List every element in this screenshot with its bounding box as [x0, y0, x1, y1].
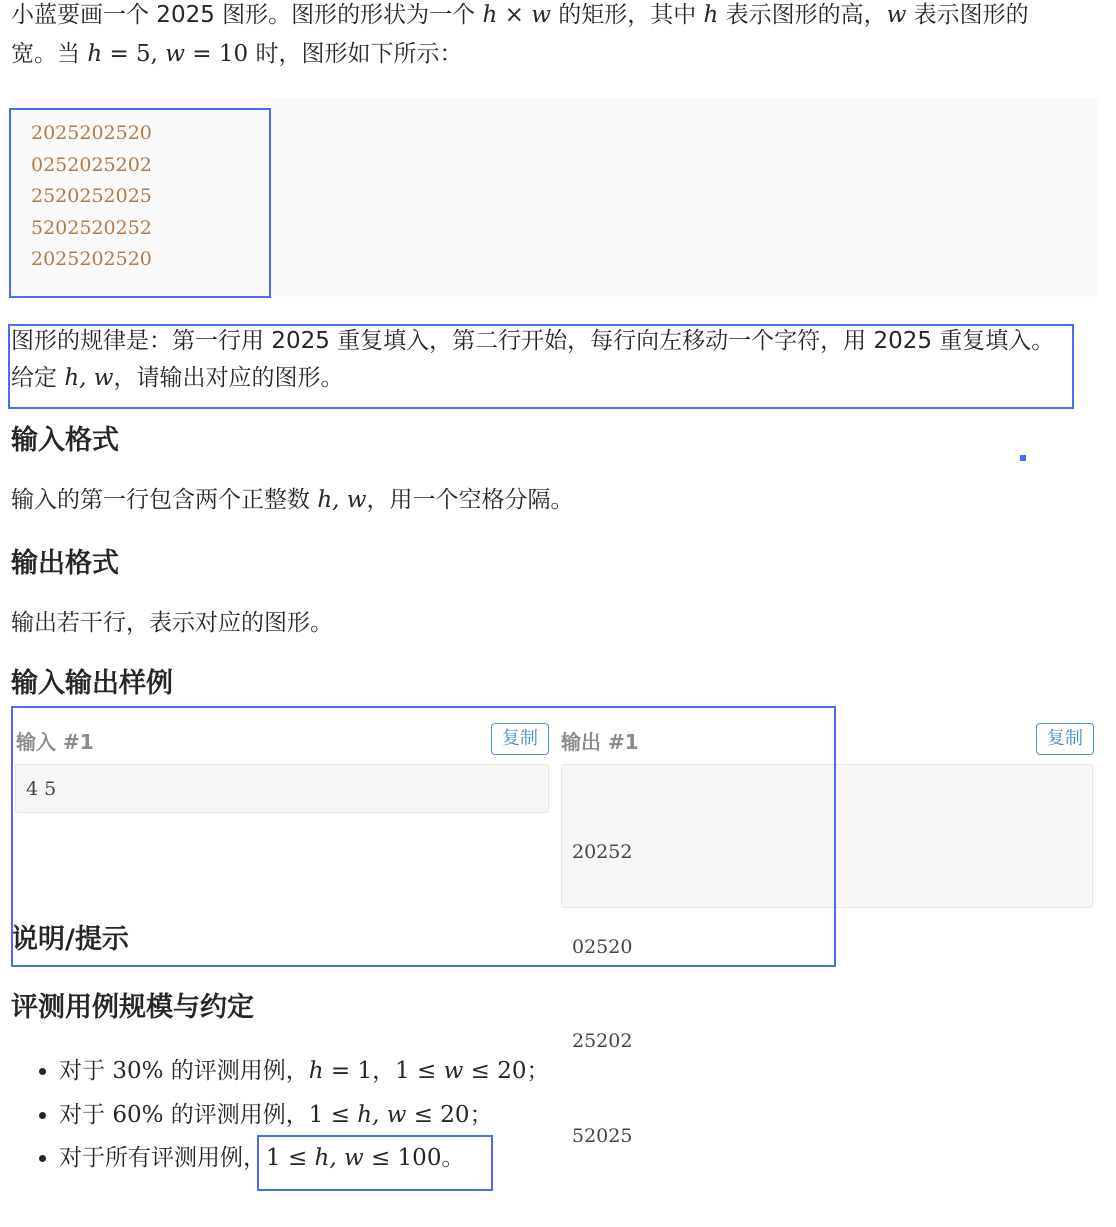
copy-output-button[interactable]: 复制 [1036, 723, 1094, 755]
output-format-text: 输出若干行，表示对应的图形。 [11, 610, 333, 636]
output-line: 52025 [572, 1124, 633, 1147]
pattern-code-block [11, 98, 1099, 297]
copy-input-button[interactable]: 复制 [491, 723, 549, 755]
constraints-list [25, 1050, 550, 1181]
pattern-line: 2025202520 [31, 122, 152, 144]
input-format-heading: 输入格式 [11, 425, 119, 456]
input-format-text: 输入的第一行包含两个正整数 h, w，用一个空格分隔。 [11, 487, 574, 513]
output-line: 02520 [572, 935, 633, 958]
list-item: • 对于 60% 的评测用例，1 ≤ h, w ≤ 20； [59, 1094, 550, 1138]
list-item: • 对于所有评测用例，1 ≤ h, w ≤ 100。 [59, 1137, 550, 1181]
intro-line-2: 宽。当 h = 5, w = 10 时，图形如下所示： [11, 41, 463, 67]
intro-line-1: 小蓝要画一个 2025 图形。图形的形状为一个 h × w 的矩形，其中 h 表示图形的高，w 表示图形的 [11, 2, 1029, 28]
constraints-heading: 评测用例规模与约定 [11, 992, 254, 1023]
sample-input-box [15, 764, 549, 813]
sample-input-title: 输入 #1 [16, 730, 94, 754]
sample-output-box [561, 764, 1093, 1147]
output-line: 20252 [572, 841, 633, 863]
output-line: 25202 [572, 1030, 633, 1052]
sample-input-text: 4 5 [26, 778, 57, 800]
list-item: • 对于 30% 的评测用例，h = 1，1 ≤ w ≤ 20； [59, 1050, 550, 1094]
pattern-line: 0252025202 [31, 153, 152, 176]
pattern-line: 5202520252 [31, 216, 152, 239]
annotation-dot [1020, 455, 1026, 461]
pattern-line: 2025202520 [31, 248, 152, 270]
pattern-lines [31, 118, 152, 276]
rule-line-2: 给定 h, w，请输出对应的图形。 [11, 365, 344, 391]
sample-output-text [562, 765, 1092, 1227]
pattern-line: 2520252025 [31, 185, 152, 207]
output-format-heading: 输出格式 [11, 548, 119, 579]
sample-output-title: 输出 #1 [561, 730, 639, 754]
rule-line-1: 图形的规律是：第一行用 2025 重复填入，第二行开始，每行向左移动一个字符，用 2025 重复填入。 [11, 328, 1055, 354]
samples-heading: 输入输出样例 [11, 668, 173, 699]
hint-heading: 说明/提示 [11, 924, 129, 955]
